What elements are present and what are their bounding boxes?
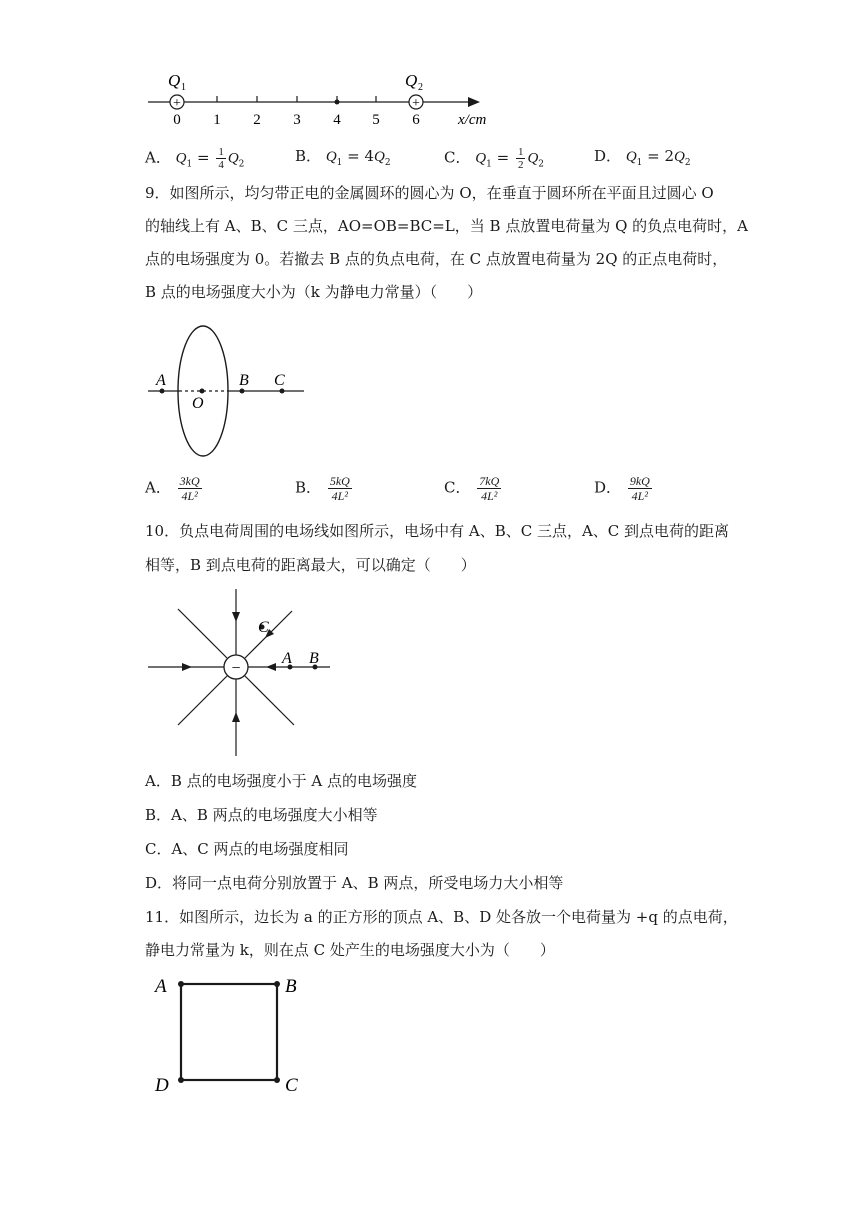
label-c: C xyxy=(274,372,285,389)
lhs: Q xyxy=(625,149,637,165)
vertex-d xyxy=(178,1077,184,1083)
label-b: B xyxy=(285,976,297,997)
square xyxy=(181,984,277,1080)
label-b: B xyxy=(309,650,319,667)
label-b: B xyxy=(239,372,249,389)
frac-den: 2 xyxy=(517,159,524,171)
frac-den: 4L² xyxy=(481,489,498,503)
point-a xyxy=(160,389,165,394)
q1-label: Q xyxy=(168,71,181,90)
frac-den: 4L² xyxy=(631,489,648,503)
fraction xyxy=(628,474,652,503)
q11-line-1: 11．如图所示，边长为 a 的正方形的顶点 A、B、D 处各放一个电荷量为 +q 的点电荷， xyxy=(145,908,738,926)
lhs-sub: 1 xyxy=(486,159,492,170)
q10-option-d[interactable]: D．将同一点电荷分别放置于 A、B 两点，所受电场力大小相等 xyxy=(145,874,564,892)
rhs-sub: 2 xyxy=(538,159,545,170)
option-letter: B． xyxy=(295,478,322,497)
lhs: Q xyxy=(325,149,337,165)
q1-subscript: 1 xyxy=(181,82,186,93)
frac-num: 5kQ xyxy=(329,474,350,488)
tick-label-5: 5 xyxy=(372,112,380,128)
fraction xyxy=(178,474,202,503)
q2-subscript: 2 xyxy=(418,82,423,93)
option-letter: D． xyxy=(594,478,622,497)
tick-label-0: 0 xyxy=(173,112,181,128)
q8-option-b[interactable] xyxy=(295,146,391,173)
negative-charge-sign: − xyxy=(231,660,241,677)
q8-option-d[interactable] xyxy=(594,146,691,173)
option-letter: A． xyxy=(145,478,171,497)
q11-line-2: 静电力常量为 k，则在点 C 处产生的电场强度大小为（ ） xyxy=(145,941,555,959)
label-o: O xyxy=(192,395,204,412)
frac-den: 4L² xyxy=(181,489,198,503)
q9-option-b[interactable] xyxy=(295,474,354,503)
frac-num: 1 xyxy=(517,146,524,158)
arrow-left xyxy=(182,663,192,671)
label-c: C xyxy=(258,619,269,636)
ring-axis-diagram xyxy=(140,320,310,464)
frac-den: 4 xyxy=(218,159,224,171)
frac-num: 3kQ xyxy=(179,474,200,488)
q8-option-a[interactable] xyxy=(145,146,244,175)
rhs: Q xyxy=(227,150,239,167)
number-line-diagram xyxy=(140,66,500,132)
point-4cm xyxy=(335,100,340,105)
rhs: Q xyxy=(674,149,685,165)
rhs-sub: 2 xyxy=(238,159,245,170)
rhs-sub: 2 xyxy=(684,158,691,168)
tick-label-6: 6 xyxy=(412,112,420,128)
field-line-lower-left xyxy=(178,676,227,725)
fraction xyxy=(328,474,352,503)
q10-option-b[interactable]: B．A、B 两点的电场强度大小相等 xyxy=(145,806,378,824)
label-a: A xyxy=(156,372,166,389)
axis-label: x/cm xyxy=(458,112,487,128)
q9-option-c[interactable] xyxy=(444,474,503,503)
label-d: D xyxy=(155,1075,169,1096)
q9-line-4: B 点的电场强度大小为（k 为静电力常量）（ ） xyxy=(145,283,483,301)
tick-label-2: 2 xyxy=(253,112,261,128)
option-letter: A． xyxy=(145,148,171,167)
fraction xyxy=(216,146,226,171)
frac-num: 9kQ xyxy=(629,474,650,488)
vertex-c xyxy=(274,1077,280,1083)
q8-option-c[interactable] xyxy=(444,146,544,175)
lhs-sub: 1 xyxy=(336,158,343,168)
arrow-bottom xyxy=(232,712,240,722)
x-axis-arrow xyxy=(468,97,480,107)
field-line-upper-left xyxy=(178,609,227,658)
lhs-sub: 1 xyxy=(636,158,643,168)
q10-line-1: 10．负点电荷周围的电场线如图所示，电场中有 A、B、C 三点，A、C 到点电荷的距离 xyxy=(145,522,730,540)
q9-line-1: 9．如图所示，均匀带正电的金属圆环的圆心为 O，在垂直于圆环所在平面且过圆心 O xyxy=(145,184,714,202)
option-letter: C． xyxy=(444,478,471,497)
eq: = xyxy=(192,148,215,167)
q10-option-c[interactable]: C．A、C 两点的电场强度相同 xyxy=(145,840,349,858)
frac-den: 4L² xyxy=(331,489,348,503)
frac-num: 1 xyxy=(218,146,224,158)
q2-label: Q xyxy=(405,71,418,90)
label-a: A xyxy=(282,650,292,667)
rhs: Q xyxy=(374,149,385,165)
label-c: C xyxy=(285,1075,298,1096)
lhs: Q xyxy=(475,150,487,167)
rhs-sub: 2 xyxy=(384,158,391,168)
field-lines-diagram xyxy=(140,584,340,760)
q9-option-a[interactable] xyxy=(145,474,204,503)
option-letter: D． xyxy=(594,147,622,165)
label-a: A xyxy=(155,976,167,997)
q9-option-d[interactable] xyxy=(594,474,654,503)
q10-option-a[interactable]: A．B 点的电场强度小于 A 点的电场强度 xyxy=(145,772,417,790)
option-letter: B． xyxy=(295,147,322,165)
frac-num: 7kQ xyxy=(479,474,500,488)
eq: = xyxy=(491,148,514,167)
vertex-a xyxy=(178,981,184,987)
vertex-b xyxy=(274,981,280,987)
tick-label-4: 4 xyxy=(333,112,341,128)
option-letter: C． xyxy=(444,148,471,167)
eq: = 2 xyxy=(642,147,675,165)
field-line-lower-right xyxy=(245,676,294,725)
rhs: Q xyxy=(527,150,539,167)
q9-line-3: 点的电场强度为 0。若撤去 B 点的负点电荷，在 C 点放置电荷量为 2Q 的正点电荷时， xyxy=(145,250,728,268)
lhs-sub: 1 xyxy=(186,159,193,170)
q10-line-2: 相等，B 到点电荷的距离最大，可以确定（ ） xyxy=(145,556,476,574)
charge-q2-sign: + xyxy=(412,96,420,111)
q9-line-2: 的轴线上有 A、B、C 三点，AO=OB=BC=L，当 B 点放置电荷量为 Q 的负点电荷时，A xyxy=(145,217,748,235)
point-c xyxy=(280,389,285,394)
fraction xyxy=(477,474,501,503)
tick-label-3: 3 xyxy=(293,112,301,128)
eq: = 4 xyxy=(342,147,375,165)
arrow-top xyxy=(232,612,240,622)
point-b xyxy=(240,389,245,394)
square-diagram xyxy=(150,970,310,1100)
point-o xyxy=(200,389,205,394)
arrow-right xyxy=(266,663,276,671)
charge-q1-sign: + xyxy=(173,96,181,111)
fraction xyxy=(516,146,526,171)
tick-label-1: 1 xyxy=(213,112,221,128)
lhs: Q xyxy=(175,150,187,167)
